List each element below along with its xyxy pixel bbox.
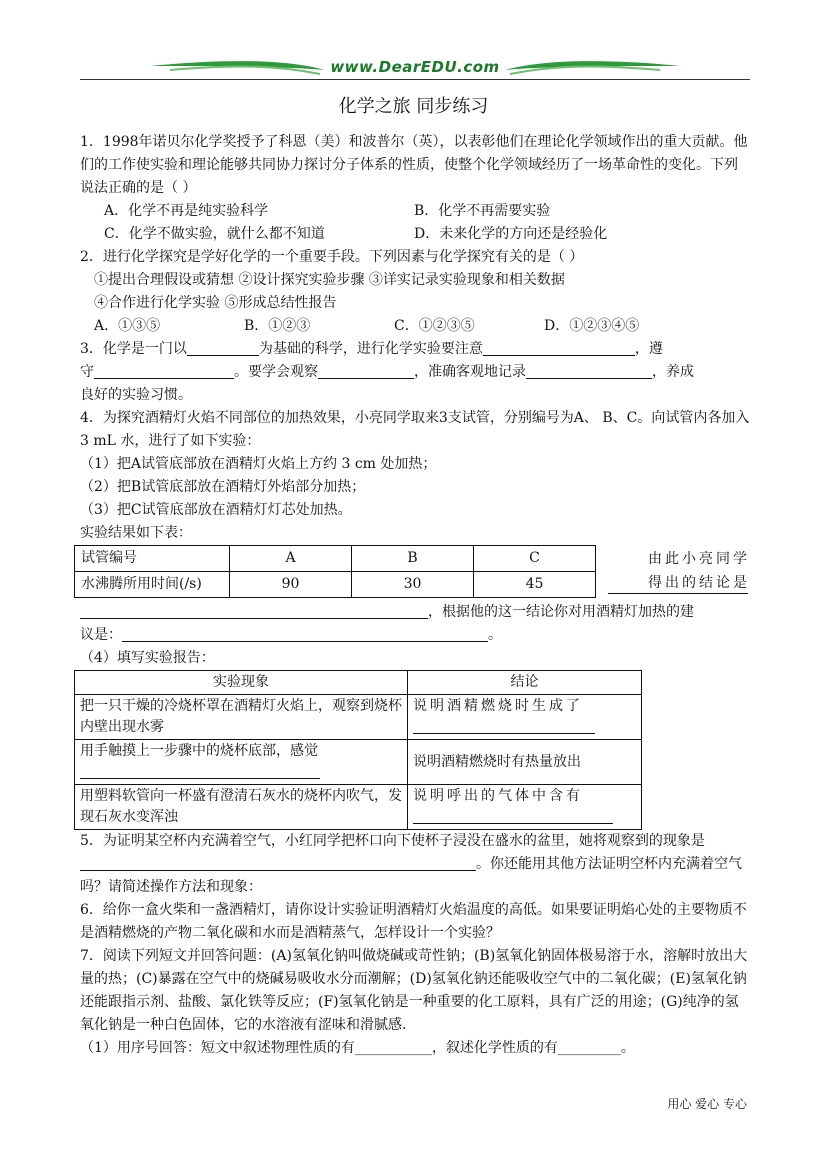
q4-step-3: （3）把C试管底部放在酒精灯灯芯处加热。 [80,502,352,518]
q7-blank-2[interactable]: _________ [557,1040,621,1056]
q5-blank[interactable] [80,854,476,871]
q4-text: 议是： [80,627,122,643]
table-cell: 90 [230,572,352,598]
q1-option-d: D．未来化学的方向还是经验化 [414,226,608,242]
q2-stem: 2．进行化学探究是学好化学的一个重要手段。下列因素与化学探究有关的是（ ） [80,249,584,265]
q3-text: ，养成 [652,364,694,380]
report-text: 说明酒精燃烧时生成了 [413,698,583,714]
table-cell: 试管编号 [75,546,230,572]
boiling-time-table [74,545,596,598]
q4-step-2: （2）把B试管底部放在酒精灯外焰部分加热； [80,479,366,495]
q3-text: 为基础的科学，进行化学实验要注意 [258,341,483,357]
table-header: 结论 [408,671,642,695]
q4-side-text [610,547,750,595]
experiment-report-table [74,670,642,830]
table-cell: 45 [474,572,596,598]
q3-blank-3[interactable] [94,362,234,379]
table-cell: A [230,546,352,572]
table-row [75,785,642,830]
q2-option-a: A．①③⑤ [94,318,161,334]
q3-blank-2[interactable] [483,339,635,356]
q1-option-c: C．化学不做实验，就什么都不知道 [104,226,325,242]
q1-stem: 1．1998年诺贝尔化学奖授予了科恩（美）和波普尔（英），以表彰他们在理论化学领域作出的重大贡献。他们的工作使实验和理论能够共同协力探讨分子体系的性质，使整个化学领域经历了一场革命性的变化。下列说法正确的是（ ） [80,134,748,196]
q5-text [80,830,750,899]
q4-result-intro: 实验结果如下表： [80,525,192,541]
q4-result-block [80,545,750,601]
q7-blank-1[interactable]: ___________ [354,1040,432,1056]
q7-text: （1）用序号回答：短文中叙述物理性质的有 [80,1040,355,1056]
q1-option-b: B．化学不再需要实验 [414,203,551,219]
q7-stem: 7．阅读下列短文并回答问题：(A)氢氧化钠叫做烧碱或苛性钠；(B)氢氧化钠固体极易溶于水，溶解时放出大量的热；(C)暴露在空气中的烧碱易吸收水分而潮解；(D)氢氧化钠还能吸收空气中的二氧化碳；(E)氢氧化钠还能跟指示剂、盐酸、氯化铁等反应；(F)氢氧化钠是一种重要的化工原料，具有广泛的用途；(G)纯净的氢氧化钠是一种白色固体，它的水溶液有涩味和滑腻感. [80,948,748,1033]
q4-side-line: 得出的结论是 [648,575,750,591]
q4-intro: 4．为探究酒精灯火焰不同部位的加热效果，小亮同学取来3支试管，分别编号为A、 B、C。向试管内各加入 3 mL 水，进行了如下实验： [80,410,750,449]
q3-text: ，准确客观地记录 [414,364,526,380]
report-blank-3[interactable] [413,807,613,824]
table-cell [408,695,642,740]
table-row [75,695,642,740]
q4-suggestion-blank[interactable] [122,625,488,642]
q7-sub1 [80,1037,750,1060]
report-blank-2[interactable] [80,762,320,779]
q2-options [80,315,750,338]
header-divider [80,79,750,80]
page-title: 化学之旅 同步练习 [338,96,489,117]
q4-after-line2 [80,624,750,647]
q3-line2 [80,361,750,384]
q2-factors-2: ④合作进行化学实验 ⑤形成总结性报告 [94,295,337,311]
table-cell: B [352,546,474,572]
q1-options-row1 [80,200,750,223]
q7-text: 。 [620,1040,635,1056]
q4-after-line1 [80,601,750,624]
table-cell [75,740,408,785]
q2-factors-1: ①提出合理假设或猜想 ②设计探究实验步骤 ③详实记录实验现象和相关数据 [94,272,565,288]
q4-step-1: （1）把A试管底部放在酒精灯火焰上方约 3 cm 处加热； [80,456,437,472]
table-row [75,546,596,572]
q2-option-d: D．①②③④⑤ [544,318,640,334]
q2-option-c: C．①②③⑤ [394,318,475,334]
table-row [75,671,642,695]
table-row [75,572,596,598]
q2-option-b: B．①②③ [244,318,311,334]
q1-option-a: A．化学不再是纯实验科学 [104,203,269,219]
q3-text: 。要学会观察 [234,364,318,380]
q4-conclusion-blank-b[interactable] [80,602,428,619]
table-cell: C [474,546,596,572]
table-row [75,740,642,785]
document-body [80,131,750,1060]
q4-text: 。 [488,627,502,643]
q3-line3: 良好的实验习惯。 [80,387,192,403]
table-cell: 说明酒精燃烧时有热量放出 [408,740,642,785]
report-blank-1[interactable] [413,717,595,734]
q5-text-part: 。你还能用其他方法证明空杯内充满着空气吗？请简述操作方法和现象： [80,856,742,895]
report-text: 用手触摸上一步骤中的烧杯底部，感觉 [80,743,318,759]
site-url[interactable]: www.DearEDU.com [330,58,500,76]
table-header: 实验现象 [75,671,408,695]
q4-text: ，根据他的这一结论你对用酒精灯加热的建 [428,604,694,620]
report-text: 说明呼出的气体中含有 [413,788,583,804]
table-cell: 把一只干燥的冷烧杯罩在酒精灯火焰上，观察到烧杯内壁出现水雾 [75,695,408,740]
q4-side-line: 由此小亮同学 [648,551,750,567]
table-cell: 用塑料软管向一杯盛有澄清石灰水的烧杯内吹气，发现石灰水变浑浊 [75,785,408,830]
table-cell: 水沸腾所用时间(/s) [75,572,230,598]
footer-slogan: 用心 爱心 专心 [667,1097,747,1111]
q3-blank-5[interactable] [526,362,652,379]
q3-blank-1[interactable] [187,339,259,356]
table-cell: 30 [352,572,474,598]
site-header [80,56,750,80]
q3-text: 3．化学是一门以 [80,341,187,357]
q7-text: ，叙述化学性质的有 [431,1040,558,1056]
table-cell [408,785,642,830]
q3-line1 [80,338,750,361]
q5-text-part: 5．为证明某空杯内充满着空气，小红同学把杯口向下使杯子浸没在盛水的盆里，她将观察到的现象是 [80,833,705,849]
q4-conclusion-blank-a[interactable] [608,593,748,594]
q1-options-row2 [80,223,750,246]
q3-blank-4[interactable] [318,362,414,379]
q4-step-4: （4）填写实验报告： [80,650,215,666]
q3-text: ，遵 [634,341,663,357]
q6-text: 6．给你一盒火柴和一盏酒精灯，请你设计实验证明酒精灯火焰温度的高低。如果要证明焰心处的主要物质不是酒精燃烧的产物二氧化碳和水而是酒精蒸气，怎样设计一个实验？ [80,902,747,941]
q3-text: 守 [80,364,94,380]
